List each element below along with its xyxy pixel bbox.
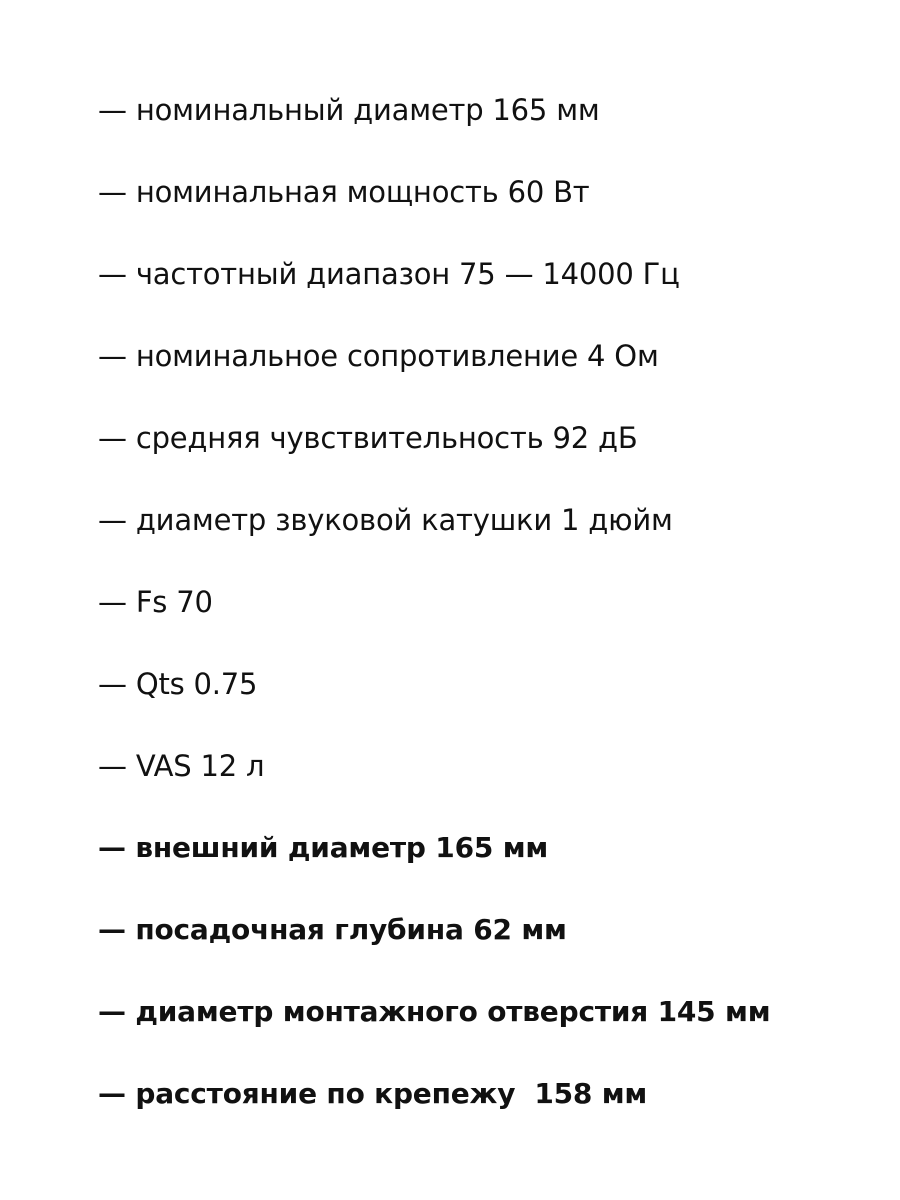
spec-mounting-depth: — посадочная глубина 62 мм xyxy=(98,913,567,946)
spec-nominal-diameter: — номинальный диаметр 165 мм xyxy=(98,93,600,127)
spec-frequency-range: — частотный диапазон 75 — 14000 Гц xyxy=(98,257,680,291)
spec-sensitivity: — средняя чувствительность 92 дБ xyxy=(98,421,638,455)
spec-voice-coil-diameter: — диаметр звуковой катушки 1 дюйм xyxy=(98,503,673,537)
speaker-spec-list xyxy=(98,84,878,1150)
spec-vas: — VAS 12 л xyxy=(98,749,265,783)
spec-nominal-impedance: — номинальное сопротивление 4 Ом xyxy=(98,339,659,373)
spec-fs: — Fs 70 xyxy=(98,585,213,619)
spec-nominal-power: — номинальная мощность 60 Вт xyxy=(98,175,590,209)
spec-cutout-diameter: — диаметр монтажного отверстия 145 мм xyxy=(98,995,771,1028)
spec-bolt-spacing: — расстояние по крепежу 158 мм xyxy=(98,1077,648,1110)
spec-qts: — Qts 0.75 xyxy=(98,667,258,701)
spec-outer-diameter: — внешний диаметр 165 мм xyxy=(98,831,549,864)
